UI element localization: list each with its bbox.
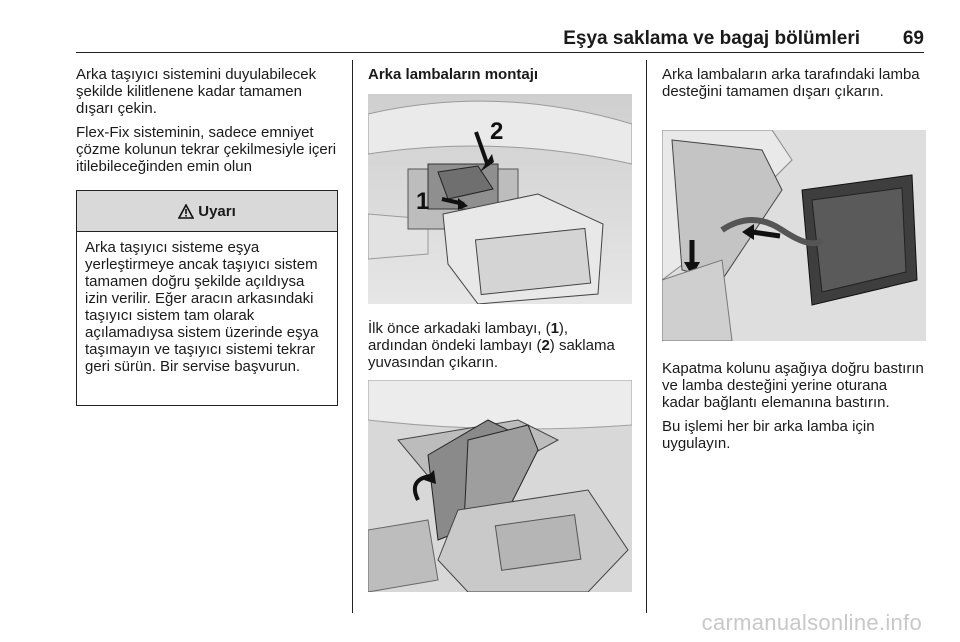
callout-label: 2: [490, 118, 504, 145]
warning-triangle-icon: [178, 204, 194, 219]
figure-lamp-removal: [368, 380, 632, 592]
paragraph: Arka taşıyıcı sistemini duyulabilecek şekilde kilitlenene kadar tamamen dışarı çekin.: [76, 66, 317, 117]
paragraph: Arka lambaların arka tarafındaki lamba desteğini tamamen dışarı çıkarın.: [662, 66, 920, 100]
page-header: [76, 26, 924, 53]
column-2: [368, 66, 630, 90]
column-divider: [646, 60, 647, 613]
paragraph: Bu işlemi her bir arka lamba için uygulayın.: [662, 418, 875, 452]
warning-body: Arka taşıyıcı sisteme eşya yerleştirmeye ancak taşıyıcı sistem tamamen doğru şekilde açıldıysa izin verilir. Eğer aracın arkasındaki taşıyıcı sistem tam olarak açılamadıysa sistem üzerinde eşya taşımayın ve taşıyıcı sistemi tekrar geri sürün. Bir servise başvurun.: [85, 239, 319, 375]
page-title: Eşya saklama ve bagaj bölümleri: [563, 28, 860, 49]
column-1: [76, 66, 340, 182]
paragraph: Kapatma kolunu aşağıya doğru bastırın ve lamba desteğini yerine oturana kadar bağlantı elemanına bastırın.: [662, 360, 924, 411]
warning-box: [76, 190, 338, 406]
paragraph: Flex-Fix sisteminin, sadece emniyet çözme kolunun tekrar çekilmesiyle içeri itilebileceğinden emin olun: [76, 124, 337, 175]
column-divider: [352, 60, 353, 613]
warning-header: [77, 191, 337, 232]
column-3: [662, 66, 926, 107]
figure-lamp-storage: [368, 94, 632, 304]
callout-label: 1: [416, 188, 430, 215]
warning-title: Uyarı: [198, 202, 236, 220]
column-3-text: [662, 360, 926, 459]
figure-lamp-support: [662, 130, 926, 341]
page-number: 69: [902, 28, 924, 49]
column-2-text: [368, 320, 630, 378]
paragraph: İlk önce arkadaki lambayı, (1), ardından öndeki lambayı (2) saklama yuvasından çıkarın.: [368, 320, 615, 371]
watermark: carmanualsonline.info: [701, 610, 922, 635]
section-title: Arka lambaların montajı: [368, 66, 539, 83]
